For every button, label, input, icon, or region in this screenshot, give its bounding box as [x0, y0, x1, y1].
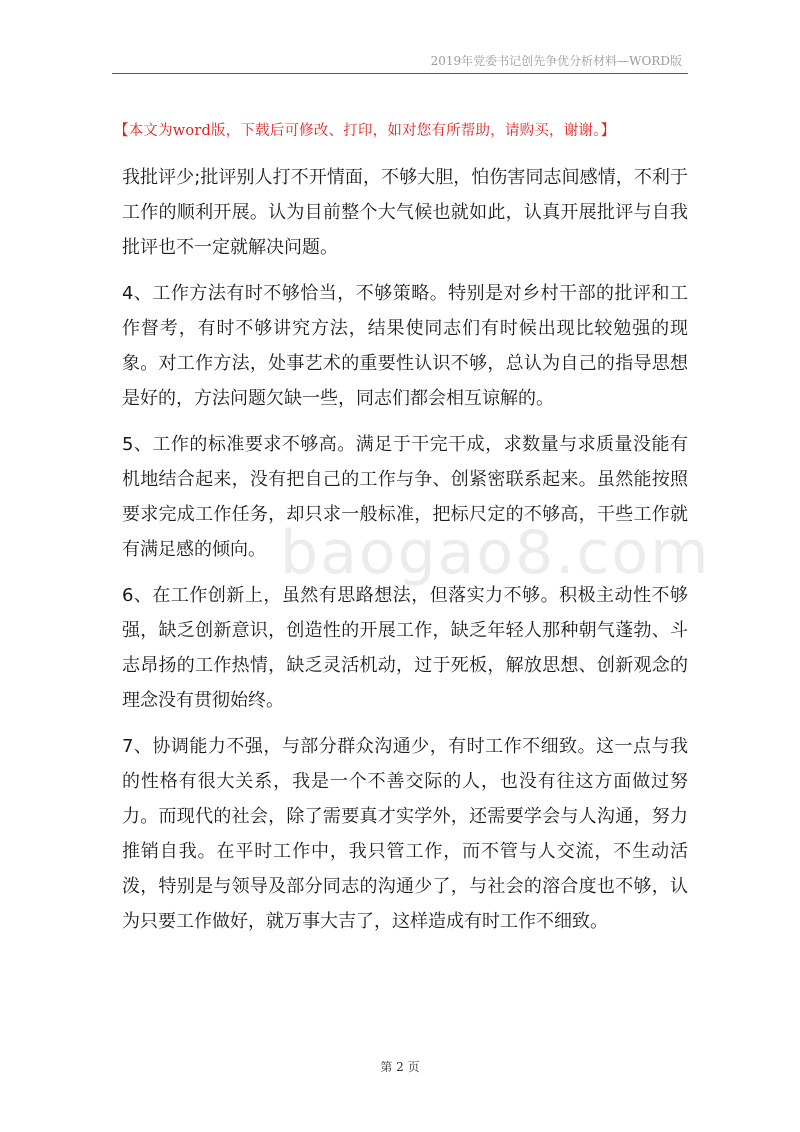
header-divider	[112, 73, 688, 74]
document-header-title: 2019年党委书记创先争优分析材料—WORD版	[430, 54, 682, 68]
paragraph-item-4: 4、工作方法有时不够恰当，不够策略。特别是对乡村干部的批评和工作督考，有时不够讲究方法，结果使同志们有时候出现比较勉强的现象。对工作方法，处事艺术的重要性认识不够，总认为自己的指导思想是好的，方法问题欠缺一些，同志们都会相互谅解的。	[122, 283, 688, 409]
paragraph-item-5: 5、工作的标准要求不够高。满足于干完干成，求数量与求质量没能有机地结合起来，没有把自己的工作与争、创紧密联系起来。虽然能按照要求完成工作任务，却只求一般标准，把标尺定的不够高，干些工作就有满足感的倾向。	[122, 434, 688, 560]
download-notice: 【本文为word版，下载后可修改、打印，如对您有所帮助，请购买，谢谢。】	[114, 123, 616, 139]
paragraph-item-7: 7、协调能力不强，与部分群众沟通少，有时工作不细致。这一点与我的性格有很大关系，我是一个不善交际的人，也没有往这方面做过努力。而现代的社会，除了需要真才实学外，还需要学会与人沟通，努力推销自我。在平时工作中，我只管工作，而不管与人交流，不生动活泼，特别是与领导及部分同志的沟通少了，与社会的溶合度也不够，认为只要工作做好，就万事大吉了，这样造成有时工作不细致。	[122, 736, 688, 932]
page-number: 第 2 页	[380, 1060, 420, 1074]
paragraph-item-6: 6、在工作创新上，虽然有思路想法，但落实力不够。积极主动性不够强，缺乏创新意识，创造性的开展工作，缺乏年轻人那种朝气蓬勃、斗志昂扬的工作热情，缺乏灵活机动，过于死板，解放思想、创新观念的理念没有贯彻始终。	[122, 585, 688, 711]
paragraph-criticism: 我批评少;批评别人打不开情面，不够大胆，怕伤害同志间感情，不利于工作的顺利开展。认为目前整个大气候也就如此，认真开展批评与自我批评也不一定就解决问题。	[122, 167, 688, 258]
watermark: baogao8.com	[280, 518, 711, 588]
document-body	[122, 160, 688, 950]
